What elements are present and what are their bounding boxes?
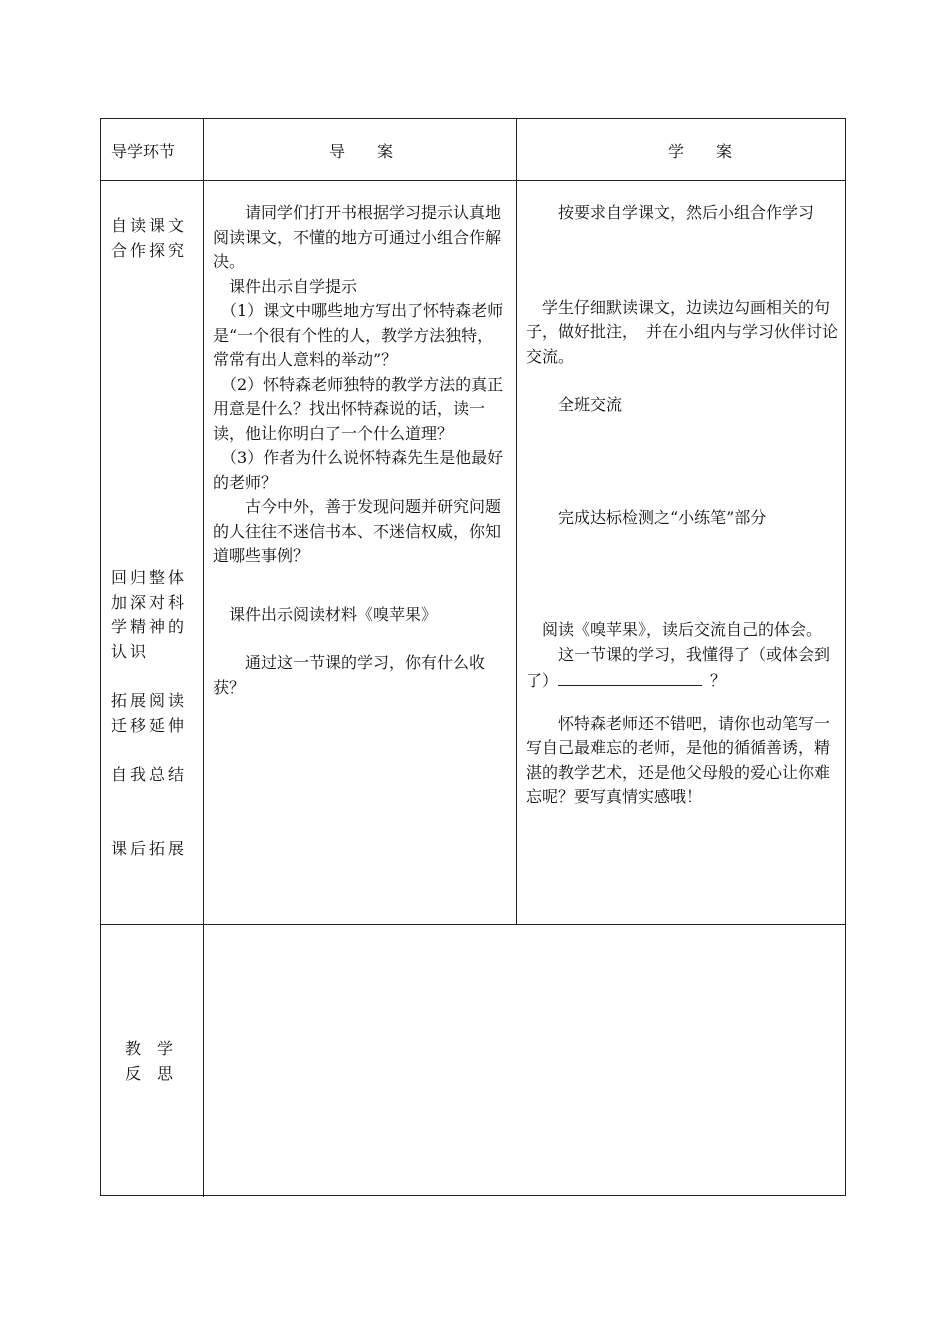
lesson-plan-table <box>100 118 846 1196</box>
stage-return-whole <box>111 566 187 664</box>
guide-instruction: 请同学们打开书根据学习提示认真地阅读课文，不懂的地方可通过小组合作解决。 <box>213 203 502 271</box>
header-stage: 导学环节 <box>111 142 176 161</box>
study-class-exchange: 全班交流 <box>526 395 623 414</box>
guide-examples-question: 古今中外，善于发现问题并研究问题的人往往不迷信书本、不迷信权威，你知道哪些事例？ <box>213 497 502 565</box>
column-divider-1 <box>203 119 204 924</box>
reflection-line1: 教 学 <box>125 1039 174 1058</box>
header-guide: 导 案 <box>329 142 394 161</box>
study-understanding-text: 这一节课的学习，我懂得了（或体会到了） <box>526 644 831 690</box>
study-self-learning: 按要求自学课文，然后小组合作学习 <box>526 203 815 222</box>
stage-self-study-line1: 自读课文 <box>111 216 188 235</box>
stage-extended-reading <box>111 689 187 738</box>
guide-courseware-prompt: 课件出示自学提示 <box>213 276 358 296</box>
guide-question-1: （1）课文中哪些地方写出了怀特森老师是“一个很有个性的人，教学方法独特，常常有出人意料的举动”？ <box>213 301 504 369</box>
stage-return-whole-line3: 学精神的 <box>111 617 188 636</box>
answer-blank[interactable] <box>558 667 702 686</box>
study-writing-task: 完成达标检测之“小练笔”部分 <box>526 507 767 527</box>
study-column <box>526 201 838 810</box>
stage-after-class: 课后拓展 <box>111 839 188 858</box>
reflection-label <box>125 1037 173 1086</box>
guide-column <box>213 201 509 700</box>
stage-self-summary: 自我总结 <box>111 765 188 784</box>
header-study: 学 案 <box>668 142 733 161</box>
header-row-divider <box>101 180 845 181</box>
stage-self-study-line2: 合作探究 <box>111 240 188 260</box>
stage-return-whole-line2: 加深对科 <box>111 592 188 612</box>
study-read-material: 阅读《嗅苹果》，读后交流自己的体会。 <box>526 620 823 639</box>
guide-reading-material: 课件出示阅读材料《嗅苹果》 <box>213 604 438 624</box>
guide-question-2: （2）怀特森老师独特的教学方法的真正用意是什么？找出怀特森说的话，读一读，他让你明白了一个什么道理？ <box>213 374 504 443</box>
stage-return-whole-line1: 回归整体 <box>111 568 188 587</box>
study-careful-reading: 学生仔细默读课文，边读边勾画相关的句子，做好批注， 并在小组内与学习伙伴讨论交流。 <box>526 297 839 366</box>
stage-return-whole-line4: 认识 <box>111 641 150 661</box>
stage-extended-reading-line2: 迁移延伸 <box>111 715 188 735</box>
study-understanding-end: ？ <box>710 671 727 690</box>
column-divider-2 <box>516 119 517 924</box>
stage-self-study <box>111 214 187 263</box>
study-after-class-writing: 怀特森老师还不错吧，请你也动笔写一写自己最难忘的老师，是他的循循善诱，精湛的教学艺术，还是他父母般的爱心让你难忘呢？要写真情实感哦！ <box>526 713 831 806</box>
study-understanding <box>526 643 838 694</box>
reflection-content-area[interactable] <box>204 925 844 1195</box>
reflection-line2: 反 思 <box>125 1063 174 1083</box>
guide-question-3: （3）作者为什么说怀特森先生是他最好的老师？ <box>213 448 504 492</box>
guide-harvest-question: 通过这一节课的学习，你有什么收获？ <box>213 653 486 697</box>
stage-extended-reading-line1: 拓展阅读 <box>111 691 188 710</box>
